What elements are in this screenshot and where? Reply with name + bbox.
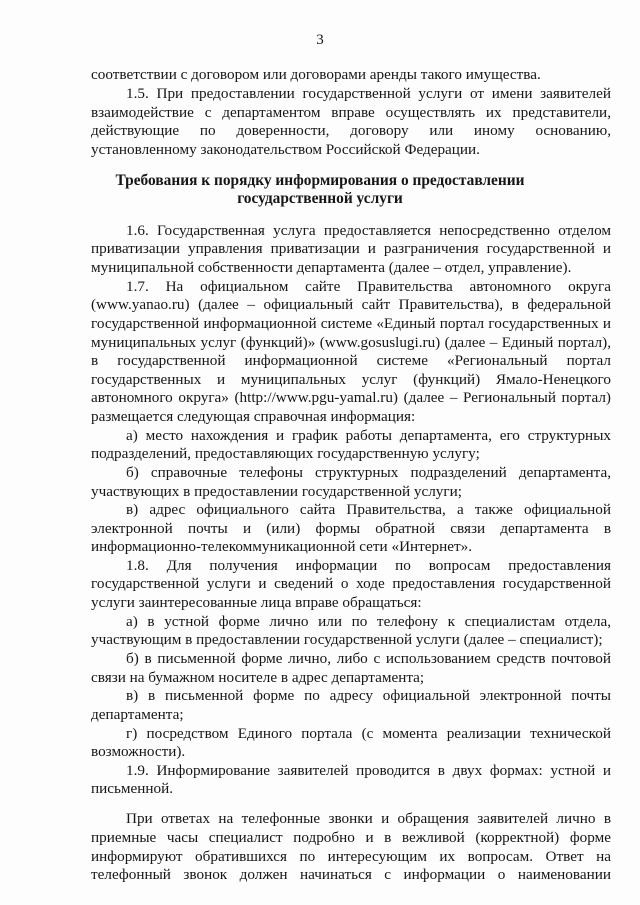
text-line: муниципальной собственности департамента (далее – отдел, управление). [91, 259, 572, 276]
text-line: электронной почты и (или) формы обратной связи департамента в [91, 520, 611, 537]
text-line: государственной информационной системе «Единый портал государственных и [91, 315, 611, 332]
text-line: 1.8. Для получения информации по вопросам предоставления [126, 557, 611, 574]
text-line: При ответах на телефонные звонки и обращения заявителей лично в [126, 810, 611, 827]
text-line: связи на бумажном носителе в адрес департамента; [91, 669, 425, 686]
text-line: (www.yanao.ru) (далее – официальный сайт Правительства), в федеральной [91, 296, 611, 313]
text-line: возможности). [91, 743, 186, 760]
text-line: 1.7. На официальном сайте Правительства автономного округа [126, 278, 611, 295]
page-number: 3 [316, 32, 324, 48]
text-line: приватизации управления приватизации и разграничения государственной и [91, 240, 611, 257]
text-line: 1.6. Государственная услуга предоставляется непосредственно отделом [126, 222, 611, 239]
text-line: взаимодействие с департаментом вправе осуществлять их представители, [91, 104, 611, 121]
text-line: участвующим в предоставлении государственной услуги (далее – специалист); [91, 631, 603, 648]
text-line: б) в письменной форме лично, либо с использованием средств почтовой [126, 650, 611, 667]
text-line: муниципальных услуг (функций)» (www.gosuslugi.ru) (далее – Единый портал), [91, 334, 611, 351]
text-line: услуги заинтересованные лица вправе обращаться: [91, 594, 422, 611]
section-heading: Требования к порядку информирования о предоставлении [115, 172, 525, 189]
text-line: участвующих в предоставлении государственной услуги; [91, 483, 462, 500]
text-line: а) в устной форме лично или по телефону к специалистам отдела, [126, 613, 611, 630]
text-line: 1.9. Информирование заявителей проводится в двух формах: устной и [126, 762, 611, 779]
text-line: установленному законодательством Российской Федерации. [91, 141, 480, 158]
text-line: г) посредством Единого портала (с момента реализации технической [126, 725, 611, 742]
text-line: размещается следующая справочная информация: [91, 408, 416, 425]
text-line: в государственной информационной системе «Региональный портал [91, 352, 611, 369]
text-line: автономного округа» (http://www.pgu-yamal.ru) (далее – Региональный портал) [91, 389, 611, 406]
text-line: приемные часы специалист подробно и в вежливой (корректной) форме [91, 829, 611, 846]
text-line: б) справочные телефоны структурных подразделений департамента, [126, 464, 611, 481]
text-line: государственных и муниципальных услуг (функций) Ямало-Ненецкого [91, 371, 611, 388]
text-line: департамента; [91, 706, 184, 723]
text-line: письменной. [91, 780, 174, 797]
text-line: подразделений, предоставляющих государственную услугу; [91, 445, 480, 462]
text-line: информационно-телекоммуникационной сети «Интернет». [91, 538, 473, 555]
text-line: в) адрес официального сайта Правительства, а также официальной [126, 501, 611, 518]
text-line: телефонный звонок должен начинаться с информации о наименовании [91, 866, 611, 883]
text-line: информируют обратившихся по интересующим их вопросам. Ответ на [91, 848, 611, 865]
text-line: государственной услуги и сведений о ходе предоставления государственной [91, 575, 611, 592]
text-line: соответствии с договором или договорами аренды такого имущества. [91, 66, 541, 83]
text-line: а) место нахождения и график работы департамента, его структурных [126, 427, 611, 444]
text-line: действующие по доверенности, договору или иному основанию, [91, 122, 611, 139]
text-line: в) в письменной форме по адресу официальной электронной почты [126, 687, 611, 704]
section-heading: государственной услуги [237, 190, 403, 207]
text-line: 1.5. При предоставлении государственной услуги от имени заявителей [126, 85, 611, 102]
